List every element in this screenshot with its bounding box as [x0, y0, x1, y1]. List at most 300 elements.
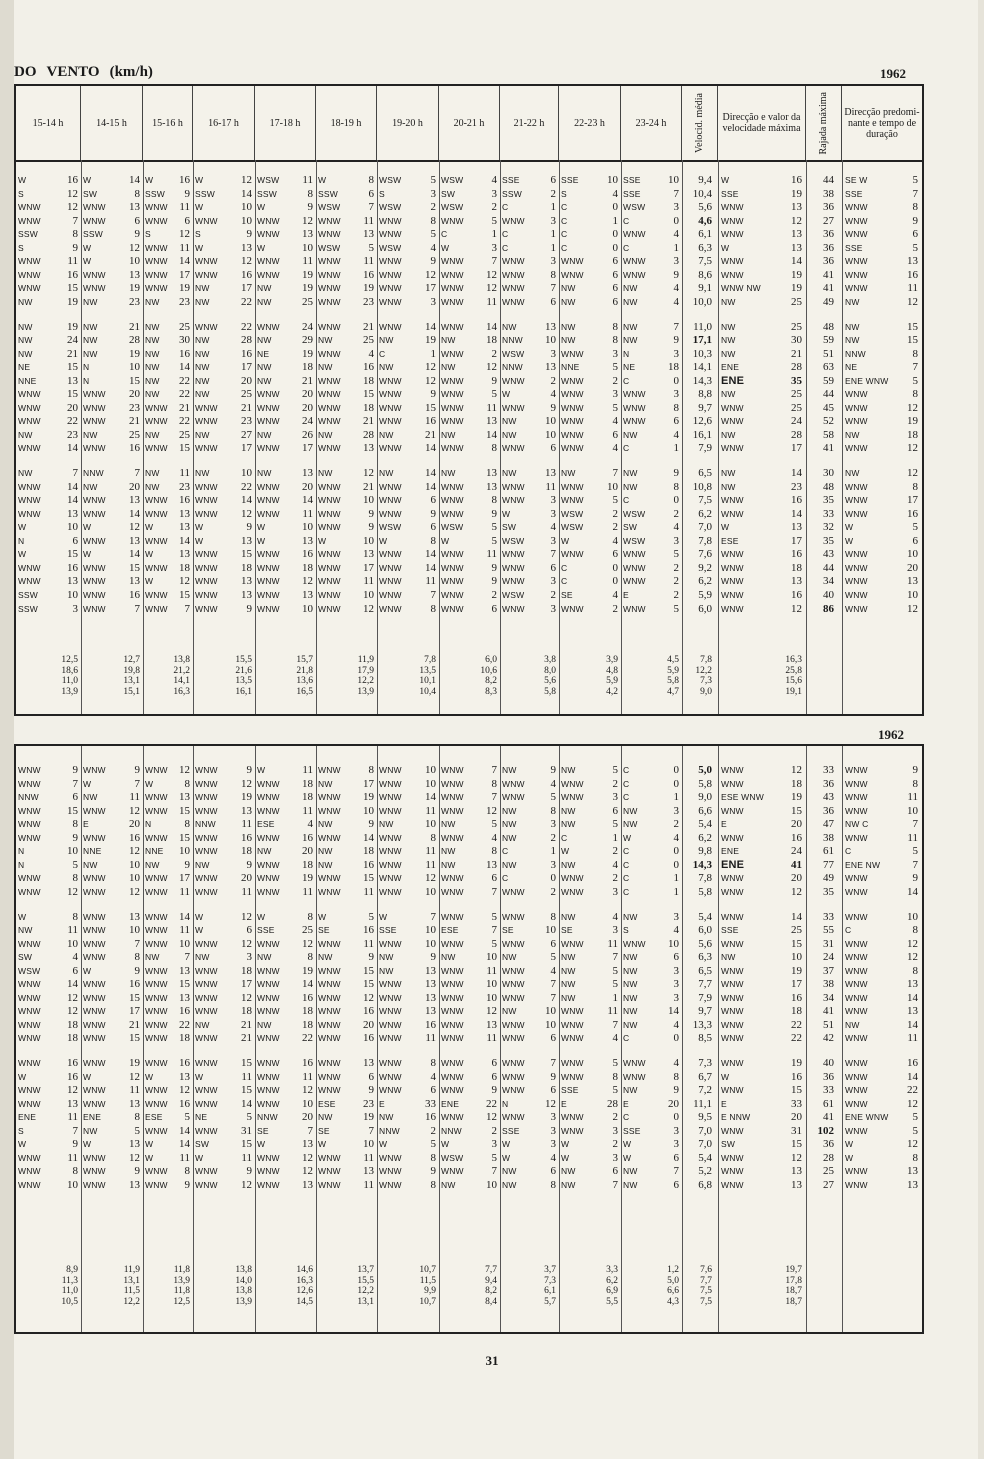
max-speed-direction: NW	[721, 389, 736, 400]
wind-direction: WNW	[561, 1019, 584, 1030]
wind-direction: SE	[561, 589, 573, 600]
wind-direction: NW	[623, 468, 638, 478]
max-speed-value: 12	[791, 885, 802, 898]
wind-direction: NW	[441, 859, 456, 870]
wind-direction: WNW	[379, 229, 402, 240]
mean-velocity: 10,8	[692, 480, 712, 493]
wind-direction: WNW	[623, 1071, 646, 1082]
wind-direction: WNW	[195, 1006, 218, 1017]
wind-speed: 14	[425, 548, 436, 561]
wind-speed: 6	[673, 1151, 679, 1164]
average-value: 11,5	[123, 1286, 140, 1296]
wind-speed: 16	[241, 268, 252, 281]
wind-speed: 17	[129, 1005, 140, 1018]
wind-direction: WNW	[379, 416, 402, 427]
max-gust: 35	[823, 885, 834, 898]
wind-speed: 9	[368, 818, 374, 831]
wind-direction: WNW	[561, 348, 584, 359]
predominant-duration: 8	[912, 480, 918, 493]
predominant-duration: 5	[912, 1111, 918, 1124]
wind-direction: WNW	[441, 1112, 464, 1123]
predominant-direction: WNW	[845, 495, 868, 506]
wind-direction: WNW	[83, 765, 106, 775]
wind-speed: 8	[368, 174, 374, 186]
max-gust: 51	[823, 347, 834, 360]
wind-direction: WNW	[195, 549, 218, 560]
average-value: 15,1	[123, 686, 140, 697]
title-part-3: (km/h)	[109, 64, 153, 80]
predominant-duration: 10	[907, 804, 918, 817]
wind-speed: 7	[491, 791, 497, 804]
average-value: 14,0	[235, 1275, 252, 1286]
wind-speed: 13	[129, 534, 140, 547]
predominant-direction: WNW	[845, 283, 868, 294]
max-speed-value: 19	[791, 964, 802, 977]
wind-speed: 7	[550, 548, 556, 561]
average-value: 11,8	[173, 1286, 190, 1296]
wind-speed: 3	[673, 804, 679, 817]
max-speed-value: 15	[791, 937, 802, 950]
wind-direction: S	[18, 1125, 24, 1136]
wind-speed: 7	[134, 602, 140, 615]
wind-direction: SW	[195, 1139, 210, 1150]
wind-speed: 14	[425, 480, 436, 493]
wind-direction: NW	[257, 952, 272, 963]
predominant-direction: WNW	[845, 778, 868, 789]
wind-speed: 7	[307, 1124, 313, 1137]
average-value: 12,5	[61, 655, 78, 665]
wind-speed: 11	[363, 937, 374, 950]
wind-speed: 6	[246, 924, 252, 937]
wind-direction: NW	[257, 283, 272, 294]
wind-direction: NW	[502, 416, 517, 427]
bottom-table	[14, 744, 924, 1334]
wind-speed: 29	[302, 334, 313, 347]
wind-direction: NNW	[195, 819, 216, 830]
wind-direction: WNW	[441, 443, 464, 454]
wind-direction: W	[145, 1071, 154, 1082]
wind-speed: 6	[612, 548, 618, 561]
wind-speed: 7	[134, 467, 140, 479]
wind-direction: NW	[257, 362, 272, 373]
wind-direction: C	[623, 242, 630, 253]
wind-direction: NW	[145, 389, 160, 400]
wind-direction: WNW	[318, 348, 341, 359]
wind-direction: WNW	[145, 1098, 168, 1109]
wind-speed: 13	[67, 507, 78, 520]
predominant-direction: NW	[845, 468, 860, 478]
max-speed-value: 28	[791, 361, 802, 374]
wind-direction: NW	[379, 952, 394, 963]
max-speed-value: 18	[791, 561, 802, 574]
wind-speed: 2	[491, 588, 497, 601]
predominant-duration: 8	[912, 347, 918, 360]
wind-speed: 9	[246, 858, 252, 871]
predominant-direction: WNW	[845, 832, 868, 843]
max-gust: 24	[823, 951, 834, 964]
mean-velocity: 6,3	[698, 241, 712, 254]
wind-speed: 16	[425, 1111, 436, 1124]
wind-direction: WNW	[195, 589, 218, 600]
wind-direction: C	[502, 202, 509, 213]
wind-direction: NW	[561, 468, 576, 478]
wind-direction: WNW	[83, 389, 106, 400]
table-row	[16, 548, 922, 561]
wind-speed: 20	[363, 1018, 374, 1031]
wind-direction: SSE	[623, 175, 641, 185]
wind-direction: W	[502, 1152, 511, 1163]
max-speed-value: 22	[791, 1018, 802, 1031]
mean-velocity: 7,2	[698, 1084, 712, 1097]
wind-direction: W	[257, 522, 266, 533]
wind-direction: WNW	[18, 269, 41, 280]
wind-direction: WNW	[318, 375, 341, 386]
average-value: 12,2	[357, 1286, 374, 1296]
wind-direction: NW	[18, 321, 33, 332]
max-gust: 45	[823, 401, 834, 414]
wind-direction: WNW	[441, 805, 464, 816]
wind-speed: 4	[491, 174, 497, 186]
average-value: 11,9	[123, 1265, 140, 1275]
predominant-duration: 11	[907, 831, 918, 844]
wind-speed: 10	[129, 255, 140, 268]
mean-velocity: 6,2	[698, 831, 712, 844]
wind-speed: 10	[486, 991, 497, 1004]
wind-direction: WNW	[145, 1033, 168, 1044]
mean-velocity: 10,0	[692, 295, 712, 308]
wind-direction: NW	[379, 335, 394, 346]
wind-speed: 3	[550, 1111, 556, 1124]
mean-velocity: 7,3	[698, 1057, 712, 1069]
wind-speed: 11	[607, 1005, 618, 1018]
wind-speed: 4	[368, 347, 374, 360]
max-speed-direction: WNW	[721, 576, 744, 587]
wind-speed: 11	[363, 575, 374, 588]
wind-direction: NW	[145, 481, 160, 492]
wind-direction: WNW	[195, 1125, 218, 1136]
average-value: 11,3	[61, 1275, 78, 1286]
wind-speed: 9	[550, 764, 556, 776]
wind-speed: 15	[129, 374, 140, 387]
wind-direction: NW	[18, 348, 33, 359]
max-gust: 41	[823, 442, 834, 455]
predominant-direction: WNW	[845, 402, 868, 413]
wind-direction: SSW	[18, 603, 38, 614]
mean-velocity: 12,6	[692, 415, 712, 428]
wind-speed: 10	[67, 588, 78, 601]
max-gust: 33	[823, 764, 834, 776]
max-gust: 43	[823, 548, 834, 561]
wind-speed: 3	[673, 910, 679, 923]
average-value: 12,2	[357, 676, 374, 686]
predominant-duration: 11	[907, 1032, 918, 1045]
wind-speed: 4	[673, 282, 679, 295]
wind-direction: NW	[379, 819, 394, 830]
max-gust: 38	[823, 978, 834, 991]
table-row	[16, 872, 922, 885]
predominant-duration: 13	[907, 255, 918, 268]
wind-speed: 16	[129, 831, 140, 844]
wind-direction: W	[257, 202, 266, 213]
wind-speed: 14	[425, 791, 436, 804]
wind-direction: WNW	[379, 832, 402, 843]
wind-direction: NW	[561, 952, 576, 963]
predominant-direction: WNW	[845, 1006, 868, 1017]
wind-direction: NW	[257, 375, 272, 386]
wind-speed: 14	[179, 1124, 190, 1137]
wind-direction: W	[83, 965, 92, 976]
wind-direction: WNW	[441, 992, 464, 1003]
wind-speed: 2	[550, 187, 556, 200]
wind-speed: 4	[673, 1057, 679, 1069]
wind-speed: 18	[486, 334, 497, 347]
wind-speed: 1	[612, 991, 618, 1004]
wind-direction: N	[18, 535, 25, 546]
wind-speed: 7	[550, 1057, 556, 1069]
mean-velocity: 14,1	[692, 361, 712, 374]
wind-direction: W	[195, 175, 204, 185]
wind-speed: 14	[179, 361, 190, 374]
wind-speed: 14	[668, 1005, 679, 1018]
wind-direction: C	[623, 886, 630, 897]
wind-direction: WNW	[145, 256, 168, 267]
wind-speed: 2	[673, 575, 679, 588]
wind-speed: 17	[241, 442, 252, 455]
wind-direction: W	[83, 242, 92, 253]
wind-direction: NW	[18, 335, 33, 346]
wind-direction: NW	[623, 1179, 638, 1190]
wind-speed: 23	[363, 1097, 374, 1110]
table-row	[16, 1179, 922, 1192]
hour-column-header: 14-15 h	[81, 86, 143, 160]
wind-direction: WNW	[502, 256, 525, 267]
predominant-duration: 5	[912, 521, 918, 534]
wind-direction: WSW	[257, 175, 280, 185]
wind-speed: 3	[673, 347, 679, 360]
max-gust: 38	[823, 187, 834, 200]
wind-speed: 6	[612, 255, 618, 268]
wind-direction: NW	[623, 992, 638, 1003]
max-speed-value: 16	[791, 991, 802, 1004]
predominant-duration: 15	[907, 334, 918, 347]
table-row	[16, 832, 922, 845]
wind-speed: 11	[363, 1151, 374, 1164]
wind-speed: 10	[425, 764, 436, 776]
mean-velocity: 7,9	[698, 991, 712, 1004]
wind-speed: 9	[246, 521, 252, 534]
wind-direction: NE	[623, 362, 636, 373]
wind-speed: 13	[179, 507, 190, 520]
predominant-duration: 8	[912, 201, 918, 214]
max-speed-value: 10	[791, 951, 802, 964]
wind-speed: 4	[550, 964, 556, 977]
max-speed-value: 22	[791, 1032, 802, 1045]
wind-direction: W	[18, 1139, 27, 1150]
wind-direction: NNW	[257, 1112, 278, 1123]
wind-direction: NW	[195, 952, 210, 963]
wind-direction: WNW	[318, 1006, 341, 1017]
wind-direction: WNW	[441, 389, 464, 400]
wind-speed: 15	[129, 1032, 140, 1045]
wind-direction: WNW	[195, 778, 218, 789]
wind-direction: SSE	[623, 188, 641, 199]
wind-direction: W	[18, 911, 27, 922]
predominant-duration: 13	[907, 978, 918, 991]
wind-direction: W	[441, 1139, 450, 1150]
wind-direction: WNW	[83, 402, 106, 413]
hour-column-header: 19-20 h	[377, 86, 439, 160]
wind-direction: WNW	[379, 805, 402, 816]
wind-speed: 9	[491, 561, 497, 574]
wind-direction: C	[623, 443, 630, 454]
wind-direction: ENE	[441, 1098, 460, 1109]
wind-direction: WSW	[379, 242, 402, 253]
wind-direction: NNE	[145, 846, 164, 857]
wind-speed: 8	[307, 951, 313, 964]
wind-speed: 11	[241, 1070, 252, 1083]
wind-speed: 0	[550, 872, 556, 885]
predominant-direction: C	[845, 925, 852, 936]
wind-direction: C	[502, 846, 509, 857]
wind-speed: 15	[67, 804, 78, 817]
wind-speed: 15	[363, 978, 374, 991]
max-gust: 44	[823, 561, 834, 574]
wind-direction: WNW	[502, 938, 525, 949]
wind-speed: 11	[129, 791, 140, 804]
average-value: 15,5	[357, 1275, 374, 1286]
max-gust: 48	[823, 320, 834, 333]
wind-direction: W	[257, 1139, 266, 1150]
predominant-direction: WNW	[845, 1166, 868, 1177]
wind-direction: WNW	[318, 886, 341, 897]
mean-velocity: 14,3	[692, 858, 712, 871]
average-value: 19,7	[785, 1265, 802, 1275]
wind-speed: 13	[179, 1070, 190, 1083]
wind-direction: WNW	[379, 1085, 402, 1096]
wind-direction: WNW	[257, 873, 280, 884]
wind-speed: 22	[241, 320, 252, 333]
wind-speed: 22	[241, 480, 252, 493]
wind-speed: 10	[607, 480, 618, 493]
average-value: 6,9	[606, 1286, 618, 1296]
predominant-direction: WNW	[845, 992, 868, 1003]
wind-direction: WNW	[195, 562, 218, 573]
wind-speed: 3	[673, 964, 679, 977]
wind-speed: 19	[179, 282, 190, 295]
wind-speed: 6	[550, 1084, 556, 1097]
predominant-direction: WNW	[845, 389, 868, 400]
wind-speed: 9	[491, 575, 497, 588]
wind-speed: 4	[307, 818, 313, 831]
wind-direction: WNW	[195, 965, 218, 976]
wind-direction: WNW	[379, 1166, 402, 1177]
average-value: 4,8	[606, 665, 618, 676]
wind-speed: 28	[363, 428, 374, 441]
max-gust: 35	[823, 534, 834, 547]
wind-direction: E	[561, 1098, 567, 1109]
max-speed-value: 24	[791, 415, 802, 428]
wind-speed: 17	[179, 268, 190, 281]
wind-direction: WNW	[379, 765, 402, 775]
wind-direction: W	[145, 175, 154, 185]
wind-direction: WNW	[441, 832, 464, 843]
wind-direction: WNW	[83, 992, 106, 1003]
wind-direction: WNW	[502, 576, 525, 587]
wind-speed: 11	[179, 885, 190, 898]
wind-speed: 19	[363, 1111, 374, 1124]
wind-direction: S	[18, 188, 24, 199]
wind-speed: 14	[67, 978, 78, 991]
average-value: 19,1	[785, 686, 802, 697]
wind-speed: 3	[550, 534, 556, 547]
wind-speed: 16	[302, 548, 313, 561]
wind-speed: 7	[491, 924, 497, 937]
wind-speed: 13	[129, 201, 140, 214]
wind-direction: WNW	[83, 576, 106, 587]
predominant-direction: SSE	[845, 188, 863, 199]
wind-speed: 6	[673, 951, 679, 964]
wind-speed: 18	[179, 561, 190, 574]
wind-speed: 10	[545, 428, 556, 441]
wind-direction: WNW	[18, 873, 41, 884]
wind-speed: 10	[545, 1005, 556, 1018]
wind-speed: 2	[673, 507, 679, 520]
max-speed-value: 16	[791, 548, 802, 561]
wind-direction: WNW	[379, 778, 402, 789]
max-speed-direction: WNW	[721, 1166, 744, 1177]
max-gust: 58	[823, 428, 834, 441]
wind-direction: SSW	[195, 188, 215, 199]
predominant-duration: 7	[912, 361, 918, 374]
predominant-duration: 12	[907, 401, 918, 414]
wind-direction: W	[195, 911, 204, 922]
wind-direction: WNW	[18, 1098, 41, 1109]
wind-speed: 16	[129, 442, 140, 455]
wind-direction: NW	[257, 335, 272, 346]
wind-speed: 11	[67, 1151, 78, 1164]
wind-direction: WNW	[257, 1166, 280, 1177]
wind-direction: WNW	[318, 1152, 341, 1163]
predominant-duration: 5	[912, 241, 918, 254]
max-speed-direction: ESE	[721, 535, 739, 546]
mean-velocity: 7,0	[698, 1138, 712, 1151]
wind-speed: 22	[179, 415, 190, 428]
predominant-duration: 5	[912, 174, 918, 186]
wind-speed: 2	[612, 872, 618, 885]
wind-speed: 7	[72, 777, 78, 790]
predominant-direction: WNW	[845, 1033, 868, 1044]
wind-speed: 11	[363, 885, 374, 898]
wind-speed: 23	[129, 401, 140, 414]
wind-speed: 5	[184, 1111, 190, 1124]
predominant-direction: NE	[845, 362, 858, 373]
wind-speed: 3	[612, 347, 618, 360]
wind-direction: WNW	[18, 1019, 41, 1030]
wind-direction: WNW	[318, 269, 341, 280]
max-speed-direction: WNW	[721, 886, 744, 897]
predominant-duration: 14	[907, 885, 918, 898]
wind-speed: 0	[612, 561, 618, 574]
wind-speed: 7	[612, 1018, 618, 1031]
wind-direction: WNW	[318, 508, 341, 519]
max-speed-direction: WNW	[721, 443, 744, 454]
wind-direction: NW	[379, 965, 394, 976]
wind-direction: NW	[318, 859, 333, 870]
average-value: 13,9	[235, 1296, 252, 1307]
max-speed-value: 15	[791, 1138, 802, 1151]
wind-speed: 8	[307, 910, 313, 923]
wind-direction: WNW	[18, 832, 41, 843]
